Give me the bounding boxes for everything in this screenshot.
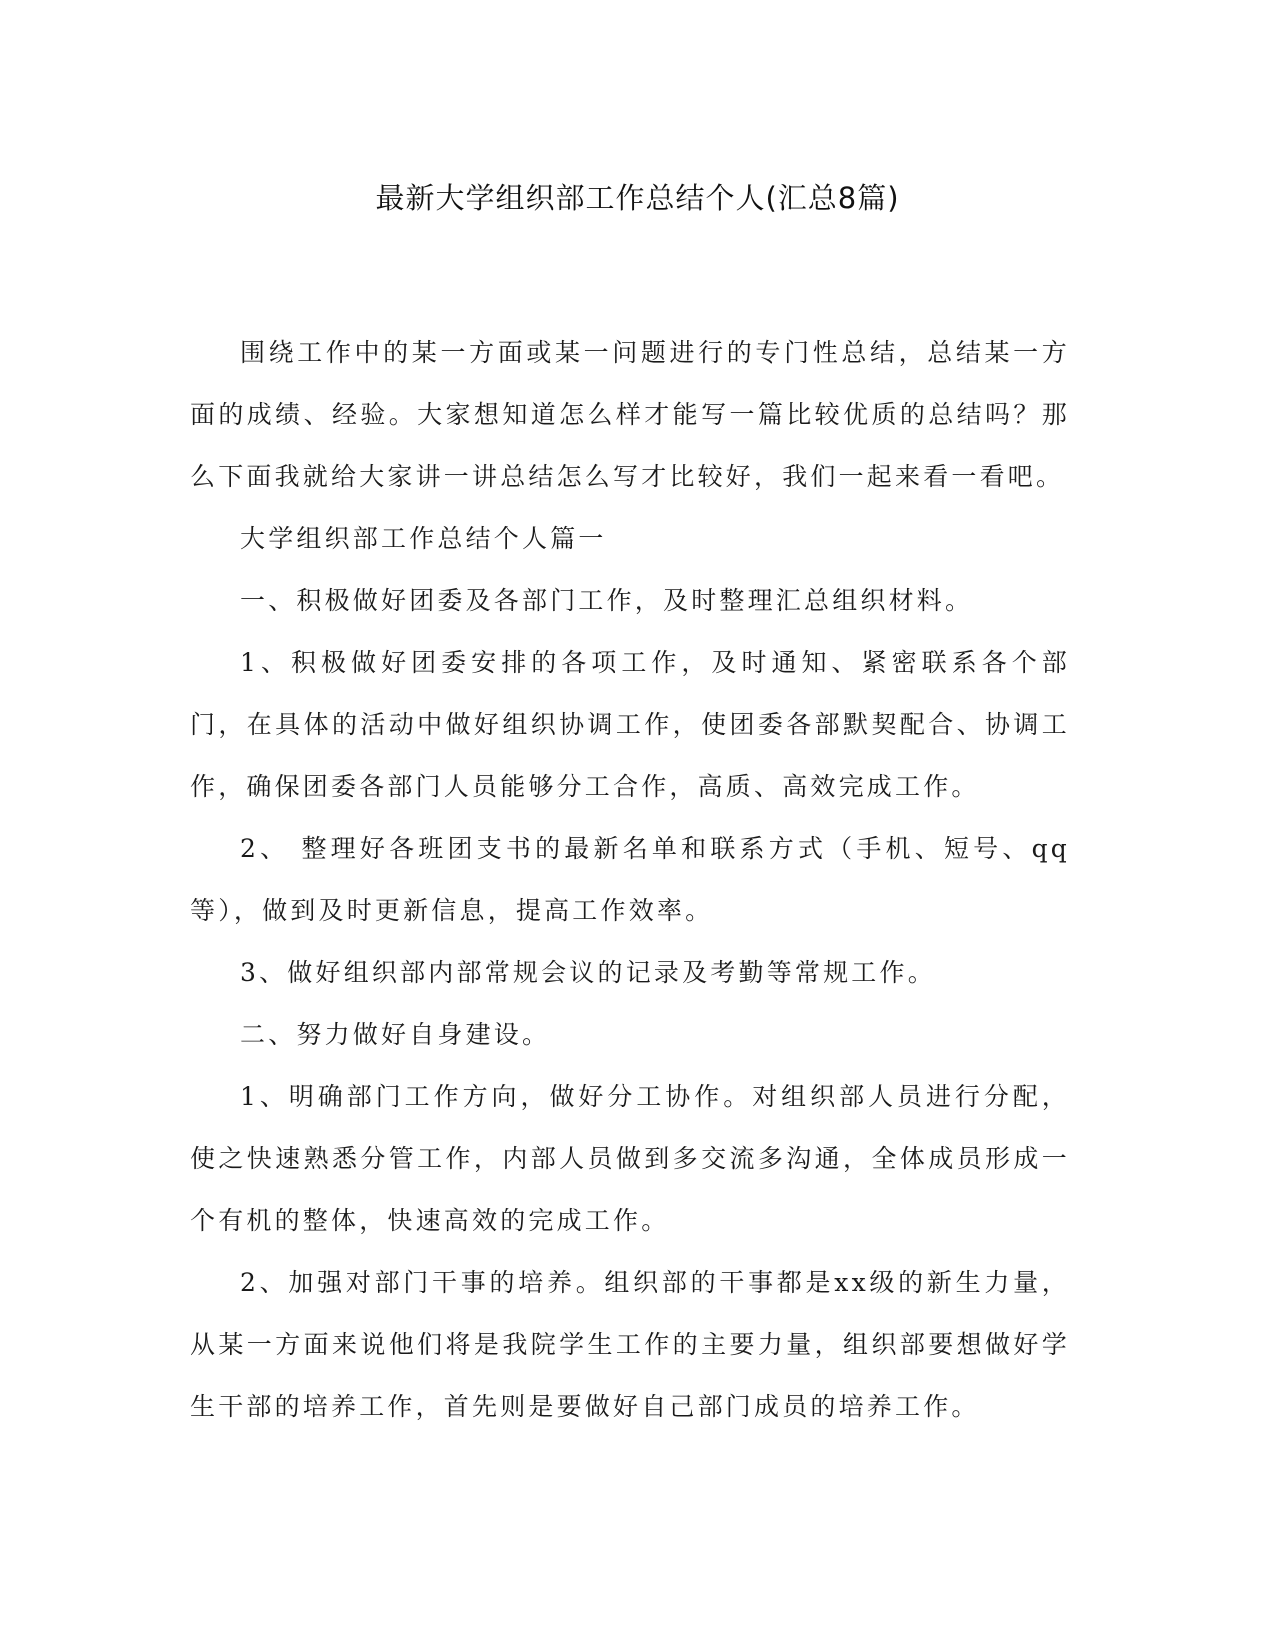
subsection-heading: 一、积极做好团委及各部门工作，及时整理汇总组织材料。: [240, 586, 974, 615]
body-paragraph: 2、加强对部门干事的培养。组织部的干事都是xx级的新生力量，从某一方面来说他们将是我院学生工作的主要力量，组织部要想做好学生干部的培养工作，首先则是要做好自己部门成员的培养工作。: [190, 1268, 1070, 1421]
body-paragraph: 2、 整理好各班团支书的最新名单和联系方式（手机、短号、qq等），做到及时更新信息，提高工作效率。: [190, 834, 1070, 925]
intro-paragraph: 围绕工作中的某一方面或某一问题进行的专门性总结，总结某一方面的成绩、经验。大家想知道怎么样才能写一篇比较优质的总结吗？那么下面我就给大家讲一讲总结怎么写才比较好，我们一起来看一看吧。: [190, 338, 1070, 491]
page-title: 最新大学组织部工作总结个人(汇总8篇): [375, 181, 900, 215]
body-paragraph: 1、积极做好团委安排的各项工作，及时通知、紧密联系各个部门，在具体的活动中做好组织协调工作，使团委各部默契配合、协调工作，确保团委各部门人员能够分工合作，高质、高效完成工作。: [190, 648, 1070, 801]
subsection-heading: 二、努力做好自身建设。: [240, 1020, 551, 1049]
body-paragraph: 1、明确部门工作方向，做好分工协作。对组织部人员进行分配，使之快速熟悉分管工作，内部人员做到多交流多沟通，全体成员形成一个有机的整体，快速高效的完成工作。: [190, 1082, 1070, 1235]
body-paragraph: 3、做好组织部内部常规会议的记录及考勤等常规工作。: [240, 958, 936, 987]
document-body: [190, 322, 1070, 1438]
section-heading: 大学组织部工作总结个人篇一: [240, 524, 607, 553]
